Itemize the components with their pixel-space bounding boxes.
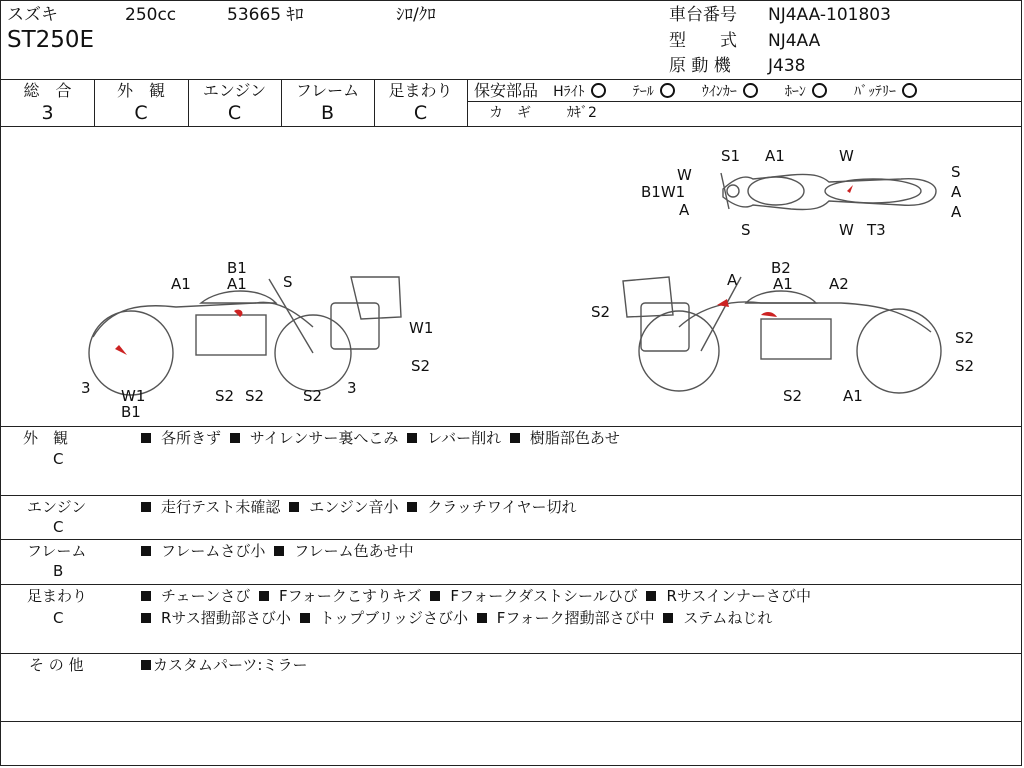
label-s: S: [951, 163, 961, 181]
label-s: S: [283, 273, 293, 291]
rear-wheel: [89, 311, 173, 395]
engine-label: 原 動 機: [669, 56, 731, 76]
label-w: W: [839, 147, 854, 165]
label-b1: B1: [227, 259, 247, 277]
mileage: 53665 ｷﾛ: [227, 5, 304, 25]
model-name: ST250E: [7, 27, 95, 53]
tank-top: [748, 177, 804, 205]
bullet-icon: [407, 433, 417, 443]
grade-engine-label: エンジン: [202, 81, 267, 100]
label-a1: A1: [843, 387, 863, 405]
bullet-icon: [141, 613, 151, 623]
label-s2: S2: [591, 303, 611, 321]
safety-parts-label: 保安部品: [474, 81, 539, 100]
remark-exterior-grade: C: [53, 450, 64, 468]
battery-label: ﾊﾞｯﾃﾘｰ: [854, 84, 897, 100]
key-value: ｶｷﾞ2: [567, 105, 597, 121]
bullet-icon: [141, 433, 151, 443]
grade-exterior-value: C: [134, 102, 148, 124]
label-w: W: [839, 221, 854, 239]
safety-parts-row: [474, 83, 917, 99]
windscreen-fairing: [641, 303, 689, 351]
frame-no: NJ4AA-101803: [768, 5, 891, 25]
label-a1: A1: [773, 275, 793, 293]
battery-ok-icon: [902, 83, 917, 98]
label-s2: S2: [303, 387, 323, 405]
remark-suspension-label: 足まわり: [27, 587, 88, 605]
divider: [1, 426, 1021, 427]
remark-item: 樹脂部色あせ: [529, 429, 620, 447]
seat-top: [825, 179, 921, 203]
remark-exterior-items: [137, 431, 620, 446]
damage-mark: [761, 312, 777, 317]
key-label: カ ギ: [489, 105, 531, 121]
bike-body: [679, 302, 931, 332]
label-w1: W1: [409, 319, 434, 337]
label-s2: S2: [783, 387, 803, 405]
divider: [1, 653, 1021, 654]
remark-engine-grade: C: [53, 518, 64, 536]
label-w: W: [677, 166, 692, 184]
grade-frame-value: B: [320, 102, 335, 124]
remark-item: Rサスインナーさび中: [666, 587, 812, 605]
bullet-icon: [663, 613, 673, 623]
bike-body: [93, 302, 313, 337]
remark-item: クラッチワイヤー切れ: [427, 498, 577, 516]
label-t3: T3: [867, 221, 886, 239]
engine-value: J438: [768, 56, 806, 76]
bullet-icon: [141, 546, 151, 556]
tail-ok-icon: [660, 83, 675, 98]
grade-engine-value: C: [227, 102, 242, 124]
label-a: A: [679, 201, 690, 219]
label-3: 3: [347, 379, 357, 397]
engine-block: [761, 319, 831, 359]
label-b1w1: B1W1: [641, 183, 686, 201]
label-s2: S2: [411, 357, 431, 375]
grade-suspension-label: 足まわり: [388, 81, 453, 100]
grade-total-label: 総 合: [23, 81, 72, 100]
divider: [467, 79, 468, 126]
label-s: S: [741, 221, 751, 239]
divider: [1, 495, 1021, 496]
remark-frame-grade: B: [53, 562, 64, 580]
label-a2: A2: [829, 275, 849, 293]
label-a1: A1: [765, 147, 785, 165]
headlamp-top: [727, 185, 739, 197]
winker-ok-icon: [743, 83, 758, 98]
remark-item: フレーム色あせ中: [294, 542, 414, 560]
type-label: 型 式: [669, 31, 737, 51]
rear-wheel: [857, 309, 941, 393]
bullet-icon: [646, 591, 656, 601]
remark-item: Fフォーク摺動部さび中: [496, 609, 655, 627]
bullet-icon: [141, 502, 151, 512]
tail-label: ﾃｰﾙ: [632, 84, 654, 100]
handlebar: [721, 173, 729, 209]
bullet-icon: [230, 433, 240, 443]
remark-item: エンジン音小: [309, 498, 399, 516]
damage-diagram: [1, 127, 1023, 425]
horn-ok-icon: [812, 83, 827, 98]
label-s2: S2: [955, 357, 975, 375]
remark-item: チェーンさび: [161, 587, 251, 605]
label-b2: B2: [771, 259, 791, 277]
windscreen-fairing: [331, 303, 379, 349]
bullet-icon: [259, 591, 269, 601]
type-value: NJ4AA: [768, 31, 821, 51]
divider: [1, 584, 1021, 585]
label-a1: A1: [227, 275, 247, 293]
bullet-icon: [141, 591, 151, 601]
top-view: [641, 147, 962, 239]
frame-no-label: 車台番号: [669, 5, 737, 25]
label-a: A: [951, 203, 962, 221]
headlight-ok-icon: [591, 83, 606, 98]
grade-total-value: 3: [41, 102, 54, 124]
label-w1: W1: [121, 387, 146, 405]
remark-item: レバー削れ: [427, 429, 502, 447]
remark-other-label: そ の 他: [29, 656, 84, 674]
bullet-icon: [407, 502, 417, 512]
remark-exterior-label: 外 観: [23, 429, 69, 447]
engine-block: [196, 315, 266, 355]
remark-item: ステムねじれ: [683, 609, 773, 627]
bullet-icon: [430, 591, 440, 601]
remark-frame-label: フレーム: [27, 542, 87, 560]
remark-suspension-items-line2: [137, 611, 772, 626]
remark-item: Fフォークダストシールひび: [450, 587, 638, 605]
headlight-label: Hﾗｲﾄ: [553, 84, 585, 100]
remark-item: フレームさび小: [161, 542, 266, 560]
label-s2: S2: [215, 387, 235, 405]
bullet-icon: [300, 613, 310, 623]
bullet-icon: [510, 433, 520, 443]
bullet-icon: [141, 660, 151, 670]
left-side-view: [81, 259, 433, 421]
remark-suspension-items-line1: [137, 589, 811, 604]
remark-engine-label: エンジン: [27, 498, 87, 516]
label-s2: S2: [245, 387, 265, 405]
remark-item: 各所きず: [161, 429, 222, 447]
remark-frame-items: [137, 544, 414, 559]
maker: スズキ: [7, 5, 58, 25]
divider: [467, 101, 1021, 102]
remark-engine-items: [137, 500, 577, 515]
label-a: A: [951, 183, 962, 201]
label-s2: S2: [955, 329, 975, 347]
fairing-top: [351, 277, 401, 319]
damage-mark: [234, 310, 242, 317]
displacement: 250cc: [125, 5, 177, 25]
remark-suspension-grade: C: [53, 609, 64, 627]
divider: [1, 79, 1021, 80]
divider: [1, 721, 1021, 722]
grade-frame-label: フレーム: [295, 81, 360, 100]
remark-item: Fフォークこすりキズ: [279, 587, 422, 605]
remark-item: Rサス摺動部さび小: [161, 609, 291, 627]
remark-item: トップブリッジさび小: [319, 609, 468, 627]
bullet-icon: [274, 546, 284, 556]
bullet-icon: [289, 502, 299, 512]
grade-exterior-label: 外 観: [116, 81, 165, 100]
bullet-icon: [477, 613, 487, 623]
fairing-top: [623, 277, 673, 317]
grade-suspension-value: C: [413, 102, 428, 124]
label-a: A: [727, 271, 738, 289]
right-side-view: [591, 259, 974, 405]
remark-item: 走行テスト未確認: [161, 498, 281, 516]
damage-mark: [115, 345, 127, 355]
horn-label: ﾎｰﾝ: [784, 84, 806, 100]
winker-label: ｳｲﾝｶｰ: [701, 84, 737, 100]
label-b1: B1: [121, 403, 141, 421]
damage-mark: [847, 185, 853, 193]
remark-other-items: [137, 658, 307, 673]
body-color: ｼﾛ/ｸﾛ: [396, 5, 436, 25]
label-a1: A1: [171, 275, 191, 293]
remark-item: サイレンサー裏へこみ: [249, 429, 399, 447]
remark-item: カスタムパーツ:ミラー: [153, 656, 308, 674]
label-s1: S1: [721, 147, 741, 165]
divider: [1, 539, 1021, 540]
bike-top-outline: [723, 174, 936, 209]
label-3: 3: [81, 379, 91, 397]
